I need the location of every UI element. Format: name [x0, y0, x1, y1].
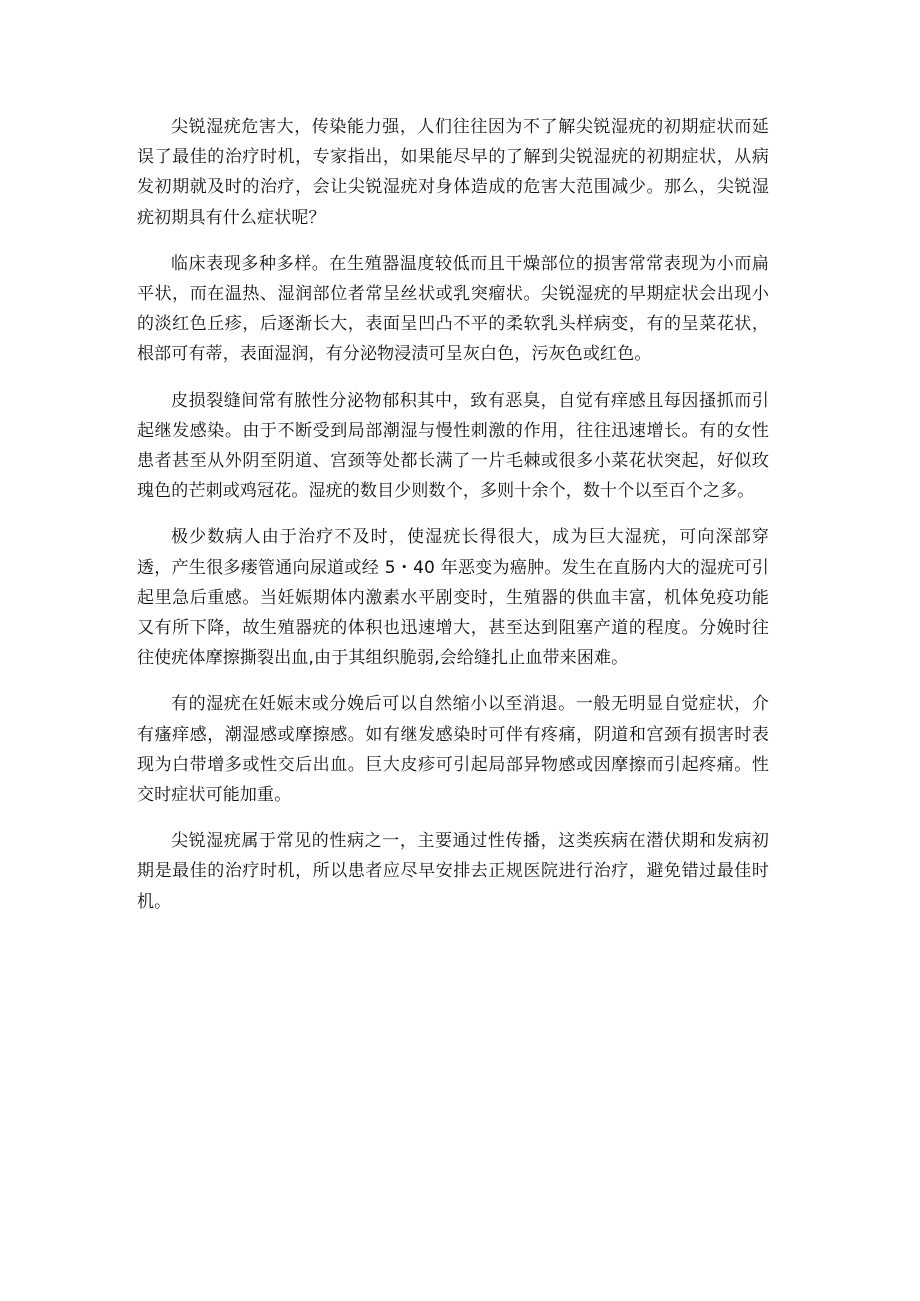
document-body: [137, 112, 769, 933]
paragraph-3: 皮损裂缝间常有脓性分泌物郁积其中，致有恶臭，自觉有痒感且每因搔抓而引起继发感染。由于不断受到局部潮湿与慢性刺激的作用，往往迅速增长。有的女性患者甚至从外阴至阴道、宫颈等处都长满了一片毛棘或很多小菜花状突起，好似玫瑰色的芒刺或鸡冠花。湿疣的数目少则数个，多则十余个，数十个以至百个之多。: [137, 390, 769, 502]
paragraph-5: 有的湿疣在妊娠末或分娩后可以自然缩小以至消退。一般无明显自觉症状，介有瘙痒感，潮湿感或摩擦感。如有继发感染时可伴有疼痛，阴道和宫颈有损害时表现为白带增多或性交后出血。巨大皮疹可引起局部异物感或因摩擦而引起疼痛。性交时症状可能加重。: [137, 694, 769, 806]
paragraph-6: 尖锐湿疣属于常见的性病之一，主要通过性传播，这类疾病在潜伏期和发病初期是最佳的治疗时机，所以患者应尽早安排去正规医院进行治疗，避免错过最佳时机。: [137, 831, 769, 912]
paragraph-4: 极少数病人由于治疗不及时，使湿疣长得很大，成为巨大湿疣，可向深部穿透，产生很多瘘管通向尿道或经 5・40 年恶变为癌肿。发生在直肠内大的湿疣可引起里急后重感。当妊娠期体内激素水平剧变时，生殖器的供血丰富，机体免疫功能又有所下降，故生殖器疣的体积也迅速增大，甚至达到阻塞产道的程度。分娩时往往使疣体摩擦撕裂出血,由于其组织脆弱,会给缝扎止血带来困难。: [137, 527, 769, 669]
paragraph-2: 临床表现多种多样。在生殖器温度较低而且干燥部位的损害常常表现为小而扁平状，而在温热、湿润部位者常呈丝状或乳突瘤状。尖锐湿疣的早期症状会出现小的淡红色丘疹，后逐渐长大，表面呈凹凸不平的柔软乳头样病变，有的呈菜花状，根部可有蒂，表面湿润，有分泌物浸渍可呈灰白色，污灰色或红色。: [137, 253, 769, 365]
paragraph-1: 尖锐湿疣危害大，传染能力强，人们往往因为不了解尖锐湿疣的初期症状而延误了最佳的治疗时机，专家指出，如果能尽早的了解到尖锐湿疣的初期症状，从病发初期就及时的治疗，会让尖锐湿疣对身体造成的危害大范围减少。那么，尖锐湿疣初期具有什么症状呢？: [137, 117, 769, 228]
